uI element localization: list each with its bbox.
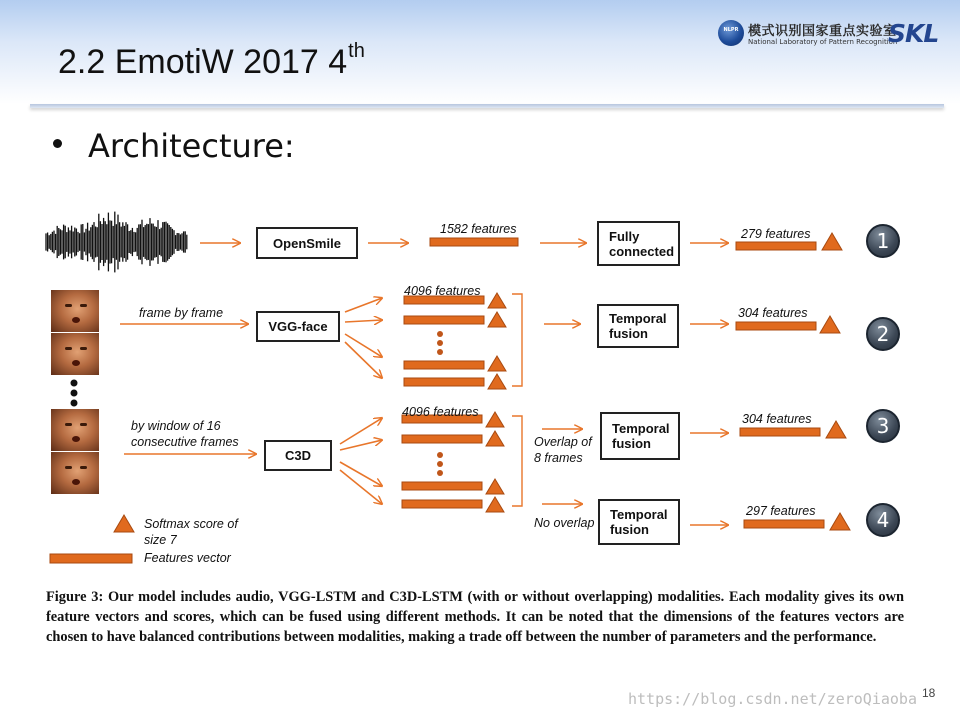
bracket-vgg (512, 294, 522, 386)
feature-vector-304-a (736, 322, 816, 330)
softmax-triangle-c3d-1 (486, 412, 504, 427)
modality-badge-4: 4 (866, 503, 900, 537)
frames-ellipsis-dot (71, 390, 78, 397)
vgg-face-box: VGG-face (256, 311, 340, 342)
c3d-ellipsis-dot (437, 470, 443, 476)
softmax-triangle-1 (822, 233, 842, 250)
arrow-c3d-fv2 (340, 440, 382, 450)
bullet-dot-icon (53, 139, 62, 148)
arrow-c3d-fv4 (340, 470, 382, 504)
temporal-fusion-box-3: Temporal fusion (600, 412, 680, 460)
skl-mark: SKL (888, 19, 939, 48)
feature-vector-vgg-2 (404, 316, 484, 324)
video-frame-image (51, 333, 99, 375)
feature-vector-1582 (430, 238, 518, 246)
softmax-triangle-c3d-2 (486, 431, 504, 446)
modality-badge-3: 3 (866, 409, 900, 443)
arrow-c3d-fv1 (340, 418, 382, 444)
lab-emblem-text: NLPR (723, 27, 739, 33)
video-frame-image (51, 290, 99, 332)
feature-vector-c3d-2 (402, 435, 482, 443)
label-279-features: 279 features (741, 227, 811, 241)
lab-name-chinese: 模式识别国家重点实验室 (748, 24, 897, 39)
watermark-url: https://blog.csdn.net/zeroQiaoba (628, 690, 917, 708)
arrow-vggface-fv2 (345, 320, 382, 322)
legend-softmax-triangle (114, 515, 134, 532)
softmax-triangle-3 (826, 421, 846, 438)
bullet-architecture: Architecture: (88, 127, 295, 165)
page-number: 18 (922, 686, 936, 700)
frames-ellipsis-dot (71, 380, 78, 387)
frames-ellipsis-dot (71, 400, 78, 407)
slide-title-text: 2.2 EmotiW 2017 4 (58, 43, 348, 81)
arrow-vggface-fv4 (345, 342, 382, 378)
arrow-vggface-fv1 (345, 298, 382, 312)
fully-connected-box: Fully connected (597, 221, 680, 266)
legend-features-vector-bar (50, 554, 132, 563)
label-297-features: 297 features (746, 504, 816, 518)
legend-softmax-label: Softmax score of size 7 (144, 517, 238, 547)
feature-vector-c3d-4 (402, 500, 482, 508)
label-4096-features-c3d: 4096 features (402, 405, 479, 419)
label-window-16: by window of 16 consecutive frames (131, 419, 239, 449)
video-frame-image (51, 409, 99, 451)
label-304-features-3: 304 features (742, 412, 812, 426)
feature-vector-279 (736, 242, 816, 250)
lab-emblem-icon (718, 20, 744, 46)
arrow-c3d-fv3 (340, 462, 382, 486)
softmax-triangle-vgg-4 (488, 374, 506, 389)
slide-title (58, 40, 365, 82)
legend-features-vector-label: Features vector (144, 551, 231, 565)
opensmile-box: OpenSmile (256, 227, 358, 259)
softmax-triangle-vgg-3 (488, 356, 506, 371)
label-1582-features: 1582 features (440, 222, 517, 236)
c3d-box: C3D (264, 440, 332, 471)
softmax-triangle-c3d-4 (486, 497, 504, 512)
feature-vector-vgg-4 (404, 378, 484, 386)
feature-vector-304-b (740, 428, 820, 436)
figure-caption: Figure 3: Our model includes audio, VGG-LSTM and C3D-LSTM (with or without overlapping) modalities. Each modality gives its own feature vectors and scores, which can be fused using different methods. It can be noted that the dimensions of the features vectors are chosen to have balanced contributions between modalities, making a trade off between the number of parameters and the performance. (46, 589, 904, 645)
label-304-features-2: 304 features (738, 306, 808, 320)
softmax-triangle-vgg-1 (488, 293, 506, 308)
vgg-ellipsis-dot (437, 349, 443, 355)
label-frame-by-frame: frame by frame (139, 306, 224, 320)
softmax-triangle-4 (830, 513, 850, 530)
modality-badge-2: 2 (866, 317, 900, 351)
label-no-overlap: No overlap (534, 516, 595, 530)
architecture-diagram (0, 200, 960, 580)
vgg-ellipsis-dot (437, 340, 443, 346)
slide-title-superscript: th (348, 40, 365, 62)
arrow-vggface-fv3 (345, 334, 382, 357)
feature-vector-vgg-3 (404, 361, 484, 369)
softmax-triangle-vgg-2 (488, 312, 506, 327)
audio-waveform-icon (46, 212, 187, 273)
feature-vector-297 (744, 520, 824, 528)
title-divider (30, 104, 944, 108)
bracket-c3d (512, 416, 522, 506)
feature-vector-c3d-3 (402, 482, 482, 490)
video-frame-image (51, 452, 99, 494)
temporal-fusion-box-4: Temporal fusion (598, 499, 680, 545)
modality-badge-1: 1 (866, 224, 900, 258)
softmax-triangle-c3d-3 (486, 479, 504, 494)
label-4096-features-vgg: 4096 features (404, 284, 481, 298)
temporal-fusion-box-2: Temporal fusion (597, 304, 679, 348)
label-overlap-8: Overlap of 8 frames (534, 435, 592, 465)
c3d-ellipsis-dot (437, 461, 443, 467)
vgg-ellipsis-dot (437, 331, 443, 337)
lab-name-english: National Laboratory of Pattern Recognition (748, 38, 898, 46)
lab-logo (718, 18, 948, 50)
c3d-ellipsis-dot (437, 452, 443, 458)
softmax-triangle-2 (820, 316, 840, 333)
